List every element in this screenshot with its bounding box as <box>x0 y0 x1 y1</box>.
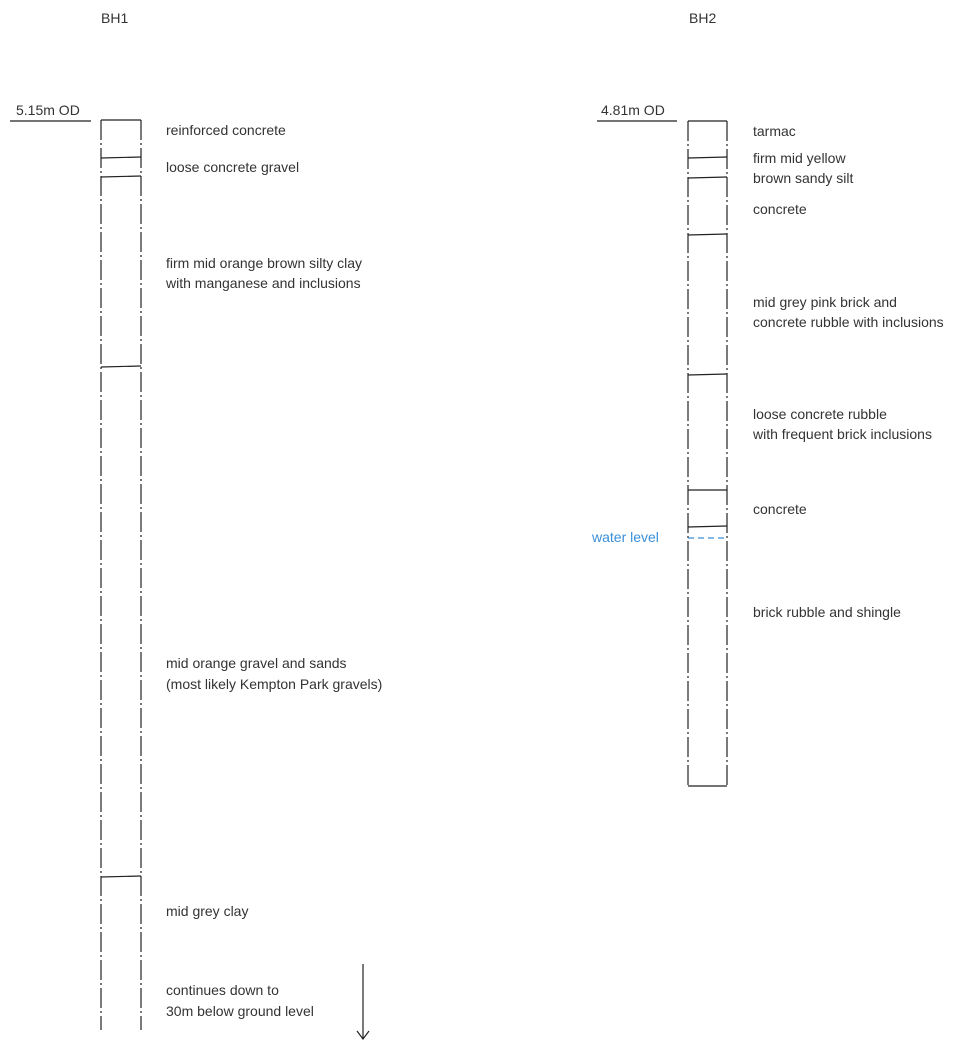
bh1-layer-2-line-1: loose concrete gravel <box>166 159 300 175</box>
bh2-layer-3-line-1: concrete <box>753 201 807 217</box>
bh1-layer-4-line-2: (most likely Kempton Park gravels) <box>166 676 383 692</box>
bh2-layer-7-line-1: brick rubble and shingle <box>753 604 901 620</box>
bh2-layer-6-line-1: concrete <box>753 501 807 517</box>
continuation-arrow <box>357 964 369 1039</box>
bh2-layer-4-line-1: mid grey pink brick and <box>753 294 897 310</box>
bh2-boundary-6 <box>688 526 727 527</box>
bh1-column <box>101 120 141 1030</box>
bh1-layer-5-line-1: mid grey clay <box>166 903 249 919</box>
bh2-title: BH2 <box>689 10 717 26</box>
bh2-boundary-3 <box>688 234 727 235</box>
bh2-layer-5-line-2: with frequent brick inclusions <box>753 426 932 442</box>
bh1-boundary-2 <box>101 176 141 177</box>
bh2-layer-2-line-2: brown sandy silt <box>753 170 854 186</box>
bh2-boundary-4 <box>688 374 727 375</box>
bh2-layer-1-line-1: tarmac <box>753 123 796 139</box>
bh2-datum-label: 4.81m OD <box>601 102 665 118</box>
bh2-boundary-2 <box>688 177 727 178</box>
bh1-boundary-1 <box>101 157 141 158</box>
bh1-layer-3-line-1: firm mid orange brown silty clay <box>166 255 363 271</box>
bh1-layer-4-line-1: mid orange gravel and sands <box>166 655 347 671</box>
bh2-layer-4-line-2: concrete rubble with inclusions <box>753 314 944 330</box>
bh1-layer-6-line-1: continues down to <box>166 982 279 998</box>
bh1-datum-label: 5.15m OD <box>16 102 80 118</box>
bh2-column <box>688 121 727 786</box>
bh1-title: BH1 <box>101 10 129 26</box>
bh2-layer-5-line-1: loose concrete rubble <box>753 406 887 422</box>
bh1-boundary-3 <box>101 366 141 367</box>
bh1-boundary-4 <box>101 876 141 877</box>
bh1-layer-3-line-2: with manganese and inclusions <box>166 275 361 291</box>
bh1-layer-1-line-1: reinforced concrete <box>166 122 286 138</box>
bh2-layer-2-line-1: firm mid yellow <box>753 150 846 166</box>
bh1-layer-6-line-2: 30m below ground level <box>166 1003 314 1019</box>
water-level-label: water level <box>592 529 659 545</box>
bh2-boundary-1 <box>688 157 727 158</box>
